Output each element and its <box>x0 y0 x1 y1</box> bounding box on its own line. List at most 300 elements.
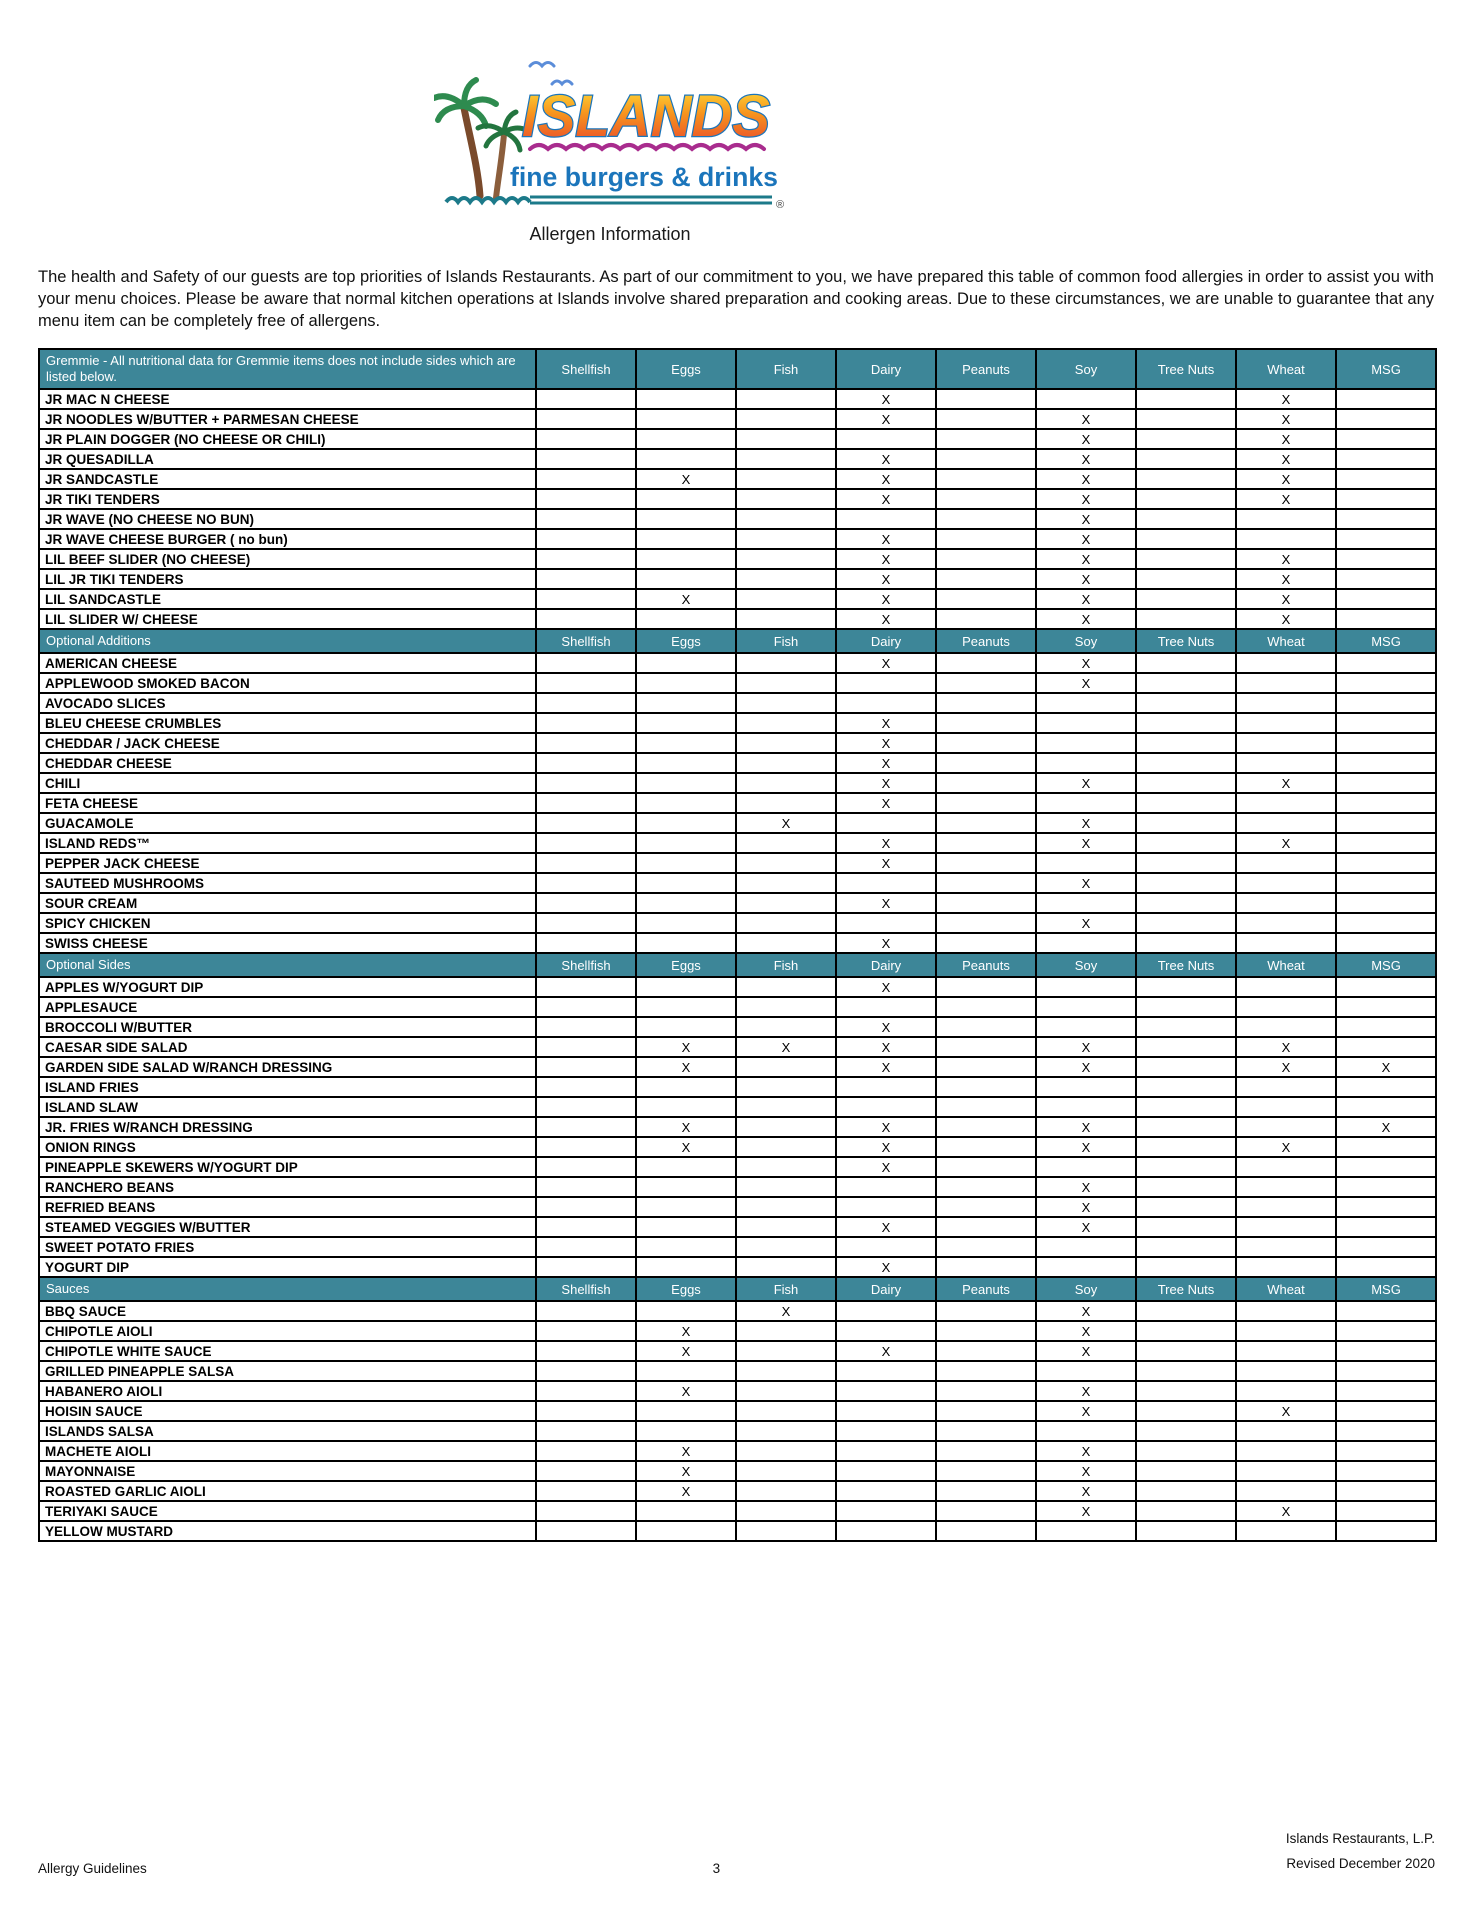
allergen-cell-msg <box>1336 1257 1436 1277</box>
allergen-cell-eggs: X <box>636 1117 736 1137</box>
allergen-cell-shellfish <box>536 1157 636 1177</box>
allergen-cell-soy: X <box>1036 449 1136 469</box>
allergen-cell-shellfish <box>536 509 636 529</box>
allergen-cell-wheat <box>1236 813 1336 833</box>
column-header-peanuts: Peanuts <box>936 349 1036 389</box>
item-name: BBQ SAUCE <box>39 1301 536 1321</box>
allergen-cell-wheat <box>1236 1217 1336 1237</box>
allergen-cell-fish <box>736 529 836 549</box>
item-name: APPLESAUCE <box>39 997 536 1017</box>
allergen-cell-peanuts <box>936 753 1036 773</box>
allergen-cell-fish <box>736 673 836 693</box>
allergen-cell-msg <box>1336 773 1436 793</box>
allergen-cell-fish <box>736 873 836 893</box>
allergen-cell-wheat <box>1236 1157 1336 1177</box>
allergen-cell-wheat <box>1236 1301 1336 1321</box>
allergen-cell-soy: X <box>1036 913 1136 933</box>
item-name: JR WAVE CHEESE BURGER ( no bun) <box>39 529 536 549</box>
table-row <box>39 1217 1436 1237</box>
table-row <box>39 733 1436 753</box>
allergen-cell-msg <box>1336 1177 1436 1197</box>
allergen-cell-dairy: X <box>836 549 936 569</box>
allergen-cell-shellfish <box>536 933 636 953</box>
table-row <box>39 449 1436 469</box>
allergen-table <box>38 348 1437 1542</box>
item-name: GARDEN SIDE SALAD W/RANCH DRESSING <box>39 1057 536 1077</box>
column-header-dairy: Dairy <box>836 349 936 389</box>
item-name: LIL JR TIKI TENDERS <box>39 569 536 589</box>
column-header-msg: MSG <box>1336 1277 1436 1301</box>
allergen-cell-soy: X <box>1036 873 1136 893</box>
allergen-cell-soy <box>1036 1157 1136 1177</box>
allergen-cell-fish <box>736 1137 836 1157</box>
allergen-cell-fish <box>736 1521 836 1541</box>
allergen-cell-eggs <box>636 893 736 913</box>
allergen-cell-msg <box>1336 813 1436 833</box>
allergen-cell-soy: X <box>1036 1177 1136 1197</box>
allergen-cell-eggs <box>636 733 736 753</box>
allergen-cell-shellfish <box>536 1321 636 1341</box>
column-header-shellfish: Shellfish <box>536 629 636 653</box>
allergen-cell-msg <box>1336 409 1436 429</box>
allergen-cell-shellfish <box>536 693 636 713</box>
allergen-cell-eggs <box>636 529 736 549</box>
allergen-cell-wheat <box>1236 653 1336 673</box>
allergen-cell-msg <box>1336 1381 1436 1401</box>
allergen-cell-dairy: X <box>836 469 936 489</box>
allergen-cell-wheat: X <box>1236 429 1336 449</box>
allergen-cell-dairy <box>836 1461 936 1481</box>
allergen-cell-peanuts <box>936 1501 1036 1521</box>
allergen-cell-fish <box>736 589 836 609</box>
allergen-cell-msg <box>1336 913 1436 933</box>
allergen-cell-tree-nuts <box>1136 873 1236 893</box>
item-name: LIL BEEF SLIDER (NO CHEESE) <box>39 549 536 569</box>
allergen-cell-shellfish <box>536 1481 636 1501</box>
allergen-cell-msg <box>1336 489 1436 509</box>
allergen-cell-tree-nuts <box>1136 1117 1236 1137</box>
allergen-cell-dairy <box>836 509 936 529</box>
allergen-cell-peanuts <box>936 1017 1036 1037</box>
allergen-cell-wheat <box>1236 1097 1336 1117</box>
allergen-cell-fish <box>736 893 836 913</box>
section-label: Optional Additions <box>39 629 536 653</box>
allergen-cell-dairy: X <box>836 1117 936 1137</box>
allergen-cell-msg <box>1336 1217 1436 1237</box>
table-row <box>39 997 1436 1017</box>
allergen-cell-fish <box>736 1257 836 1277</box>
table-row <box>39 1501 1436 1521</box>
allergen-cell-peanuts <box>936 733 1036 753</box>
allergen-cell-fish <box>736 449 836 469</box>
allergen-cell-eggs: X <box>636 1481 736 1501</box>
allergen-cell-dairy: X <box>836 1137 936 1157</box>
allergen-cell-shellfish <box>536 913 636 933</box>
allergen-cell-eggs <box>636 1401 736 1421</box>
allergen-cell-soy: X <box>1036 1217 1136 1237</box>
item-name: AMERICAN CHEESE <box>39 653 536 673</box>
allergen-cell-dairy: X <box>836 1157 936 1177</box>
allergen-cell-dairy: X <box>836 1017 936 1037</box>
allergen-cell-dairy: X <box>836 1341 936 1361</box>
allergen-cell-dairy <box>836 1197 936 1217</box>
item-name: JR. FRIES W/RANCH DRESSING <box>39 1117 536 1137</box>
allergen-cell-soy: X <box>1036 1381 1136 1401</box>
allergen-cell-dairy <box>836 1077 936 1097</box>
allergen-cell-soy <box>1036 1237 1136 1257</box>
allergen-cell-soy <box>1036 1521 1136 1541</box>
allergen-cell-soy: X <box>1036 409 1136 429</box>
allergen-cell-tree-nuts <box>1136 977 1236 997</box>
table-row <box>39 1321 1436 1341</box>
allergen-cell-dairy <box>836 1481 936 1501</box>
table-row <box>39 773 1436 793</box>
allergen-cell-eggs <box>636 1501 736 1521</box>
table-row <box>39 1057 1436 1077</box>
allergen-cell-dairy <box>836 1501 936 1521</box>
allergen-cell-shellfish <box>536 1461 636 1481</box>
column-header-tree-nuts: Tree Nuts <box>1136 953 1236 977</box>
allergen-cell-soy <box>1036 713 1136 733</box>
table-row <box>39 673 1436 693</box>
allergen-cell-peanuts <box>936 813 1036 833</box>
footer <box>38 1826 1435 1876</box>
column-header-dairy: Dairy <box>836 1277 936 1301</box>
allergen-cell-eggs <box>636 609 736 629</box>
allergen-cell-peanuts <box>936 1157 1036 1177</box>
allergen-cell-soy <box>1036 733 1136 753</box>
allergen-cell-dairy: X <box>836 733 936 753</box>
allergen-cell-wheat <box>1236 893 1336 913</box>
allergen-cell-eggs <box>636 489 736 509</box>
allergen-cell-wheat <box>1236 1481 1336 1501</box>
allergen-cell-eggs: X <box>636 469 736 489</box>
allergen-cell-msg <box>1336 1301 1436 1321</box>
item-name: CHEDDAR / JACK CHEESE <box>39 733 536 753</box>
allergen-cell-fish <box>736 389 836 409</box>
allergen-cell-shellfish <box>536 389 636 409</box>
allergen-cell-eggs: X <box>636 1441 736 1461</box>
allergen-cell-tree-nuts <box>1136 1157 1236 1177</box>
birds-icon <box>530 63 572 85</box>
allergen-cell-eggs: X <box>636 589 736 609</box>
allergen-cell-dairy <box>836 1097 936 1117</box>
allergen-cell-wheat <box>1236 1257 1336 1277</box>
allergen-cell-wheat <box>1236 1117 1336 1137</box>
allergen-cell-tree-nuts <box>1136 1441 1236 1461</box>
table-row <box>39 1421 1436 1441</box>
allergen-cell-wheat: X <box>1236 589 1336 609</box>
allergen-cell-peanuts <box>936 1381 1036 1401</box>
allergen-cell-tree-nuts <box>1136 449 1236 469</box>
allergen-cell-eggs <box>636 773 736 793</box>
table-row <box>39 589 1436 609</box>
allergen-cell-tree-nuts <box>1136 609 1236 629</box>
allergen-cell-peanuts <box>936 1177 1036 1197</box>
allergen-cell-fish <box>736 653 836 673</box>
allergen-cell-wheat: X <box>1236 569 1336 589</box>
allergen-cell-peanuts <box>936 1197 1036 1217</box>
table-row <box>39 409 1436 429</box>
allergen-cell-soy <box>1036 1017 1136 1037</box>
allergen-cell-tree-nuts <box>1136 1217 1236 1237</box>
allergen-cell-tree-nuts <box>1136 1361 1236 1381</box>
allergen-cell-shellfish <box>536 429 636 449</box>
allergen-cell-shellfish <box>536 469 636 489</box>
allergen-cell-msg <box>1336 713 1436 733</box>
allergen-cell-wheat <box>1236 1197 1336 1217</box>
allergen-cell-shellfish <box>536 1197 636 1217</box>
table-row <box>39 813 1436 833</box>
allergen-cell-dairy <box>836 1361 936 1381</box>
allergen-cell-fish <box>736 733 836 753</box>
allergen-cell-msg <box>1336 873 1436 893</box>
column-header-soy: Soy <box>1036 349 1136 389</box>
allergen-cell-shellfish <box>536 1217 636 1237</box>
allergen-cell-fish <box>736 1441 836 1461</box>
allergen-cell-fish <box>736 1501 836 1521</box>
allergen-cell-soy: X <box>1036 1341 1136 1361</box>
column-header-tree-nuts: Tree Nuts <box>1136 349 1236 389</box>
allergen-cell-msg <box>1336 1481 1436 1501</box>
table-row <box>39 429 1436 449</box>
allergen-cell-fish <box>736 913 836 933</box>
allergen-cell-peanuts <box>936 549 1036 569</box>
allergen-cell-wheat <box>1236 853 1336 873</box>
item-name: REFRIED BEANS <box>39 1197 536 1217</box>
column-header-soy: Soy <box>1036 1277 1136 1301</box>
allergen-cell-eggs <box>636 1217 736 1237</box>
item-name: JR WAVE (NO CHEESE NO BUN) <box>39 509 536 529</box>
allergen-cell-peanuts <box>936 1441 1036 1461</box>
allergen-cell-shellfish <box>536 813 636 833</box>
allergen-cell-eggs <box>636 813 736 833</box>
column-header-peanuts: Peanuts <box>936 629 1036 653</box>
item-name: ISLANDS SALSA <box>39 1421 536 1441</box>
allergen-cell-wheat <box>1236 733 1336 753</box>
allergen-cell-dairy <box>836 429 936 449</box>
allergen-cell-fish <box>736 429 836 449</box>
allergen-cell-shellfish <box>536 1057 636 1077</box>
allergen-cell-tree-nuts <box>1136 1177 1236 1197</box>
allergen-cell-msg <box>1336 449 1436 469</box>
item-name: ONION RINGS <box>39 1137 536 1157</box>
table-row <box>39 753 1436 773</box>
allergen-cell-wheat <box>1236 1237 1336 1257</box>
allergen-cell-peanuts <box>936 673 1036 693</box>
allergen-cell-eggs <box>636 1237 736 1257</box>
allergen-cell-msg <box>1336 1097 1436 1117</box>
allergen-cell-fish <box>736 489 836 509</box>
allergen-cell-wheat <box>1236 529 1336 549</box>
allergen-cell-dairy <box>836 693 936 713</box>
allergen-cell-dairy <box>836 673 936 693</box>
table-row <box>39 1341 1436 1361</box>
allergen-cell-tree-nuts <box>1136 1401 1236 1421</box>
allergen-cell-eggs: X <box>636 1461 736 1481</box>
allergen-cell-wheat: X <box>1236 389 1336 409</box>
allergen-cell-dairy <box>836 1321 936 1341</box>
allergen-cell-dairy <box>836 913 936 933</box>
item-name: CHIPOTLE WHITE SAUCE <box>39 1341 536 1361</box>
item-name: ISLAND SLAW <box>39 1097 536 1117</box>
item-name: SOUR CREAM <box>39 893 536 913</box>
table-row <box>39 469 1436 489</box>
table-row <box>39 653 1436 673</box>
allergen-cell-tree-nuts <box>1136 1381 1236 1401</box>
allergen-cell-soy <box>1036 893 1136 913</box>
allergen-cell-fish: X <box>736 813 836 833</box>
allergen-cell-fish <box>736 1401 836 1421</box>
section-label: Optional Sides <box>39 953 536 977</box>
allergen-cell-dairy <box>836 1401 936 1421</box>
table-row <box>39 389 1436 409</box>
section-header-row-gremmie-all-nutritio <box>39 349 1436 389</box>
allergen-cell-msg <box>1336 1501 1436 1521</box>
allergen-cell-tree-nuts <box>1136 1137 1236 1157</box>
section-header-row-optional-additions <box>39 629 1436 653</box>
allergen-cell-peanuts <box>936 1237 1036 1257</box>
allergen-cell-tree-nuts <box>1136 549 1236 569</box>
section-label: Gremmie - All nutritional data for Gremmie items does not include sides which are listed below. <box>39 349 536 389</box>
allergen-cell-shellfish <box>536 1341 636 1361</box>
allergen-cell-peanuts <box>936 409 1036 429</box>
allergen-cell-peanuts <box>936 933 1036 953</box>
allergen-cell-soy: X <box>1036 1321 1136 1341</box>
item-name: MAYONNAISE <box>39 1461 536 1481</box>
allergen-cell-soy: X <box>1036 813 1136 833</box>
allergen-cell-peanuts <box>936 429 1036 449</box>
allergen-cell-peanuts <box>936 1401 1036 1421</box>
item-name: CHILI <box>39 773 536 793</box>
allergen-cell-msg <box>1336 1037 1436 1057</box>
allergen-cell-eggs <box>636 1157 736 1177</box>
allergen-cell-tree-nuts <box>1136 673 1236 693</box>
allergen-cell-fish: X <box>736 1301 836 1321</box>
allergen-cell-dairy: X <box>836 753 936 773</box>
allergen-cell-shellfish <box>536 1177 636 1197</box>
allergen-cell-shellfish <box>536 589 636 609</box>
allergen-cell-tree-nuts <box>1136 713 1236 733</box>
allergen-cell-shellfish <box>536 713 636 733</box>
allergen-cell-msg <box>1336 753 1436 773</box>
allergen-cell-soy: X <box>1036 1057 1136 1077</box>
logo-brand-text: ISLANDS <box>522 84 771 149</box>
item-name: BROCCOLI W/BUTTER <box>39 1017 536 1037</box>
table-row <box>39 693 1436 713</box>
allergen-cell-soy: X <box>1036 1301 1136 1321</box>
allergen-cell-shellfish <box>536 489 636 509</box>
allergen-cell-shellfish <box>536 773 636 793</box>
allergen-cell-dairy: X <box>836 589 936 609</box>
item-name: YOGURT DIP <box>39 1257 536 1277</box>
column-header-msg: MSG <box>1336 629 1436 653</box>
allergen-cell-fish <box>736 713 836 733</box>
item-name: GUACAMOLE <box>39 813 536 833</box>
allergen-cell-soy: X <box>1036 469 1136 489</box>
allergen-cell-msg <box>1336 509 1436 529</box>
allergen-cell-wheat <box>1236 933 1336 953</box>
table-row <box>39 1037 1436 1057</box>
allergen-cell-eggs <box>636 569 736 589</box>
allergen-table-body <box>39 349 1436 1541</box>
allergen-cell-peanuts <box>936 1481 1036 1501</box>
allergen-cell-peanuts <box>936 489 1036 509</box>
allergen-cell-msg <box>1336 733 1436 753</box>
item-name: APPLEWOOD SMOKED BACON <box>39 673 536 693</box>
allergen-cell-soy: X <box>1036 1401 1136 1421</box>
allergen-cell-eggs <box>636 429 736 449</box>
column-header-shellfish: Shellfish <box>536 1277 636 1301</box>
allergen-cell-wheat <box>1236 1521 1336 1541</box>
allergen-cell-wheat: X <box>1236 1137 1336 1157</box>
table-row <box>39 913 1436 933</box>
allergen-cell-peanuts <box>936 1341 1036 1361</box>
allergen-cell-wheat: X <box>1236 1037 1336 1057</box>
allergen-cell-dairy: X <box>836 389 936 409</box>
allergen-cell-msg <box>1336 1421 1436 1441</box>
item-name: BLEU CHEESE CRUMBLES <box>39 713 536 733</box>
allergen-cell-eggs <box>636 873 736 893</box>
item-name: PEPPER JACK CHEESE <box>39 853 536 873</box>
allergen-cell-dairy: X <box>836 569 936 589</box>
item-name: GRILLED PINEAPPLE SALSA <box>39 1361 536 1381</box>
allergen-cell-tree-nuts <box>1136 833 1236 853</box>
allergen-cell-msg <box>1336 1237 1436 1257</box>
item-name: LIL SLIDER W/ CHEESE <box>39 609 536 629</box>
allergen-cell-wheat <box>1236 977 1336 997</box>
footer-left-label: Allergy Guidelines <box>38 1861 147 1876</box>
allergen-cell-wheat <box>1236 873 1336 893</box>
allergen-cell-eggs <box>636 833 736 853</box>
allergen-cell-msg <box>1336 1521 1436 1541</box>
section-header-row-optional-sides <box>39 953 1436 977</box>
allergen-cell-msg <box>1336 1017 1436 1037</box>
column-header-peanuts: Peanuts <box>936 1277 1036 1301</box>
table-row <box>39 1177 1436 1197</box>
allergen-cell-tree-nuts <box>1136 733 1236 753</box>
allergen-cell-eggs <box>636 1077 736 1097</box>
allergen-cell-fish <box>736 1381 836 1401</box>
allergen-cell-fish <box>736 1197 836 1217</box>
allergen-cell-eggs <box>636 913 736 933</box>
allergen-cell-tree-nuts <box>1136 1341 1236 1361</box>
allergen-cell-dairy: X <box>836 893 936 913</box>
allergen-cell-soy: X <box>1036 609 1136 629</box>
allergen-cell-msg <box>1336 793 1436 813</box>
allergen-cell-dairy: X <box>836 609 936 629</box>
allergen-cell-fish <box>736 1077 836 1097</box>
allergen-cell-fish <box>736 609 836 629</box>
allergen-cell-tree-nuts <box>1136 389 1236 409</box>
allergen-cell-wheat <box>1236 1177 1336 1197</box>
allergen-cell-shellfish <box>536 1137 636 1157</box>
allergen-cell-tree-nuts <box>1136 1017 1236 1037</box>
allergen-cell-fish <box>736 409 836 429</box>
column-header-shellfish: Shellfish <box>536 953 636 977</box>
allergen-cell-tree-nuts <box>1136 429 1236 449</box>
allergen-cell-soy: X <box>1036 1197 1136 1217</box>
table-row <box>39 1197 1436 1217</box>
allergen-cell-tree-nuts <box>1136 653 1236 673</box>
allergen-cell-msg <box>1336 589 1436 609</box>
allergen-cell-eggs <box>636 753 736 773</box>
allergen-cell-wheat: X <box>1236 449 1336 469</box>
allergen-cell-wheat: X <box>1236 1501 1336 1521</box>
allergen-cell-msg <box>1336 1401 1436 1421</box>
allergen-cell-fish <box>736 1321 836 1341</box>
allergen-cell-fish <box>736 1117 836 1137</box>
